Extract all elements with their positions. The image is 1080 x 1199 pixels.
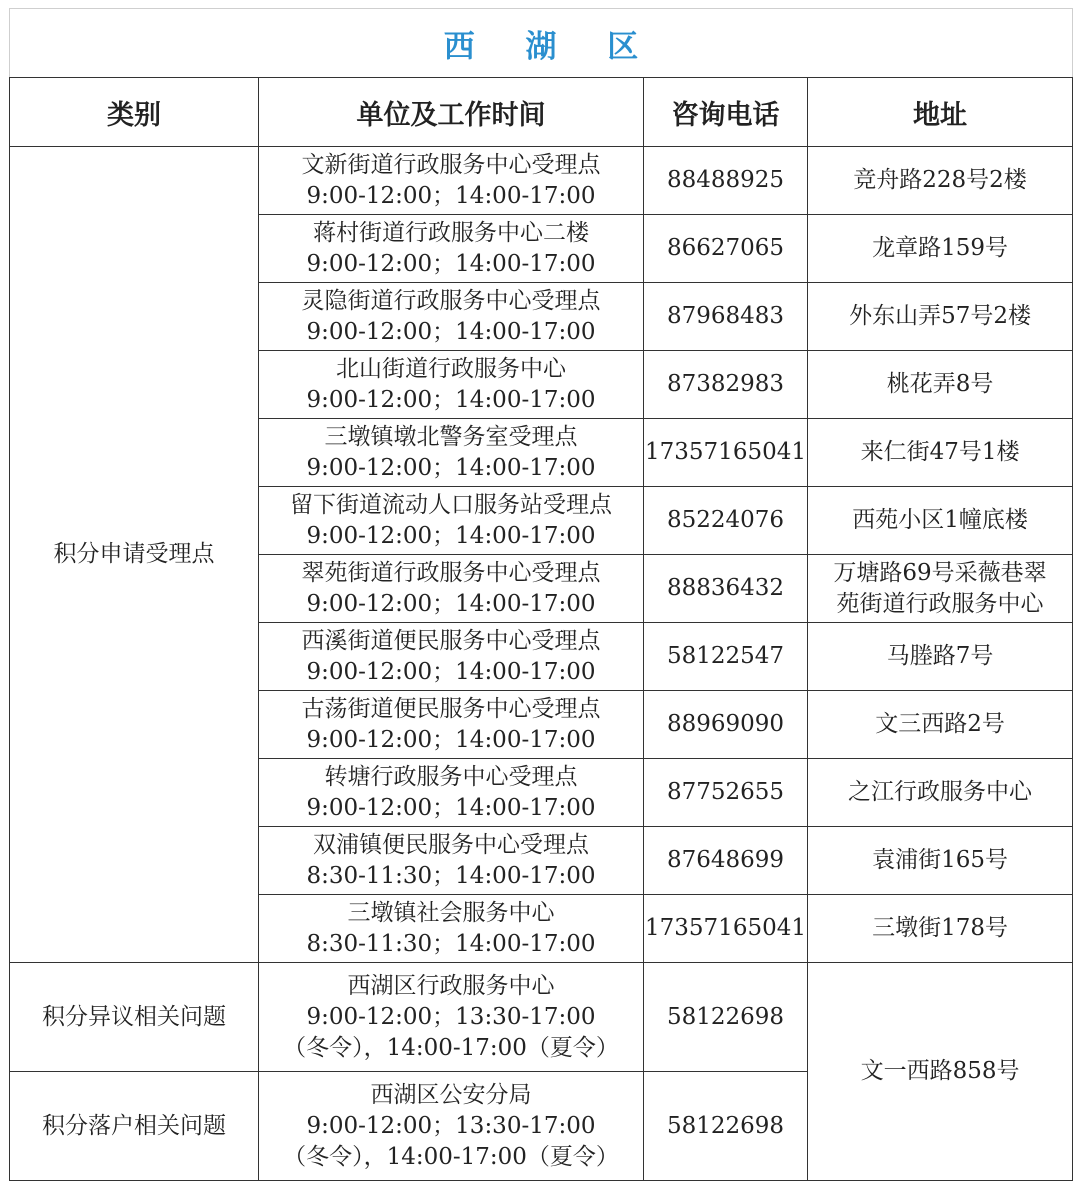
unit-name: 留下街道流动人口服务站受理点 bbox=[290, 491, 612, 518]
address-cell: 之江行政服务中心 bbox=[808, 759, 1073, 827]
working-hours: 9:00-12:00；14:00-17:00 bbox=[306, 794, 596, 821]
unit-name: 古荡街道便民服务中心受理点 bbox=[301, 695, 601, 722]
phone-cell: 87752655 bbox=[644, 759, 808, 827]
unit-hours-cell bbox=[259, 351, 644, 419]
phone-cell: 88488925 bbox=[644, 147, 808, 215]
unit-hours-cell bbox=[259, 283, 644, 351]
category-cell: 积分异议相关问题 bbox=[10, 963, 259, 1072]
working-hours: 9:00-12:00；14:00-17:00 bbox=[306, 250, 596, 277]
address-cell: 外东山弄57号2楼 bbox=[808, 283, 1073, 351]
unit-hours-cell bbox=[259, 487, 644, 555]
unit-hours-cell bbox=[259, 827, 644, 895]
shared-address-cell: 文一西路858号 bbox=[808, 963, 1073, 1181]
table-title-cell bbox=[10, 9, 1073, 78]
unit-name: 转塘行政服务中心受理点 bbox=[324, 763, 578, 790]
working-hours: 9:00-12:00；14:00-17:00 bbox=[306, 318, 596, 345]
unit-hours-cell bbox=[259, 147, 644, 215]
unit-name: 西湖区公安分局 bbox=[370, 1081, 532, 1108]
unit-hours-cell bbox=[259, 691, 644, 759]
service-points-table bbox=[9, 8, 1073, 1181]
unit-name: 三墩镇墩北警务室受理点 bbox=[324, 423, 578, 450]
unit-hours-cell bbox=[259, 215, 644, 283]
unit-hours-cell bbox=[259, 623, 644, 691]
working-hours: 9:00-12:00；14:00-17:00 bbox=[306, 182, 596, 209]
phone-cell: 87968483 bbox=[644, 283, 808, 351]
unit-name: 翠苑街道行政服务中心受理点 bbox=[301, 559, 601, 586]
working-hours: 9:00-12:00；13:30-17:00 bbox=[306, 1003, 596, 1030]
address-cell: 龙章路159号 bbox=[808, 215, 1073, 283]
unit-hours-cell bbox=[259, 895, 644, 963]
category-cell: 积分落户相关问题 bbox=[10, 1072, 259, 1181]
address-cell: 文三西路2号 bbox=[808, 691, 1073, 759]
address-cell: 来仁街47号1楼 bbox=[808, 419, 1073, 487]
phone-cell: 88836432 bbox=[644, 555, 808, 623]
address-cell: 马塍路7号 bbox=[808, 623, 1073, 691]
phone-cell: 88969090 bbox=[644, 691, 808, 759]
unit-name: 灵隐街道行政服务中心受理点 bbox=[301, 287, 601, 314]
header-phone: 咨询电话 bbox=[644, 78, 808, 147]
working-hours: 9:00-12:00；14:00-17:00 bbox=[306, 522, 596, 549]
header-row bbox=[10, 78, 1073, 147]
address-cell: 竞舟路228号2楼 bbox=[808, 147, 1073, 215]
unit-name: 三墩镇社会服务中心 bbox=[347, 899, 555, 926]
working-hours: 9:00-12:00；14:00-17:00 bbox=[306, 726, 596, 753]
unit-name: 文新街道行政服务中心受理点 bbox=[301, 151, 601, 178]
working-hours: （冬令），14:00-17:00（夏令） bbox=[283, 1143, 619, 1170]
phone-cell: 87382983 bbox=[644, 351, 808, 419]
unit-hours-cell bbox=[259, 555, 644, 623]
unit-name: 西溪街道便民服务中心受理点 bbox=[301, 627, 601, 654]
unit-hours-cell bbox=[259, 419, 644, 487]
unit-hours-cell bbox=[259, 963, 644, 1072]
working-hours: 9:00-12:00；14:00-17:00 bbox=[306, 590, 596, 617]
phone-cell: 58122547 bbox=[644, 623, 808, 691]
unit-hours-cell bbox=[259, 759, 644, 827]
district-title: 西 湖 区 bbox=[443, 28, 659, 65]
working-hours: 9:00-12:00；14:00-17:00 bbox=[306, 386, 596, 413]
header-unit-hours: 单位及工作时间 bbox=[259, 78, 644, 147]
unit-name: 蒋村街道行政服务中心二楼 bbox=[313, 219, 589, 246]
unit-name: 西湖区行政服务中心 bbox=[347, 972, 555, 999]
phone-cell: 85224076 bbox=[644, 487, 808, 555]
address-cell: 万塘路69号采薇巷翠苑街道行政服务中心 bbox=[808, 555, 1073, 623]
table-row bbox=[10, 147, 1073, 215]
phone-cell: 17357165041 bbox=[644, 419, 808, 487]
address-cell: 西苑小区1幢底楼 bbox=[808, 487, 1073, 555]
working-hours: 8:30-11:30；14:00-17:00 bbox=[306, 862, 596, 889]
category-cell: 积分申请受理点 bbox=[10, 147, 259, 963]
phone-cell: 86627065 bbox=[644, 215, 808, 283]
working-hours: 9:00-12:00；13:30-17:00 bbox=[306, 1112, 596, 1139]
district-table-container bbox=[9, 8, 1072, 1192]
header-address: 地址 bbox=[808, 78, 1073, 147]
phone-cell: 58122698 bbox=[644, 963, 808, 1072]
phone-cell: 17357165041 bbox=[644, 895, 808, 963]
address-cell: 桃花弄8号 bbox=[808, 351, 1073, 419]
working-hours: 8:30-11:30；14:00-17:00 bbox=[306, 930, 596, 957]
unit-name: 双浦镇便民服务中心受理点 bbox=[313, 831, 589, 858]
address-cell: 袁浦街165号 bbox=[808, 827, 1073, 895]
address-cell: 三墩街178号 bbox=[808, 895, 1073, 963]
working-hours: 9:00-12:00；14:00-17:00 bbox=[306, 454, 596, 481]
table-row bbox=[10, 963, 1073, 1072]
unit-hours-cell bbox=[259, 1072, 644, 1181]
phone-cell: 87648699 bbox=[644, 827, 808, 895]
working-hours: （冬令），14:00-17:00（夏令） bbox=[283, 1034, 619, 1061]
header-category: 类别 bbox=[10, 78, 259, 147]
phone-cell: 58122698 bbox=[644, 1072, 808, 1181]
working-hours: 9:00-12:00；14:00-17:00 bbox=[306, 658, 596, 685]
unit-name: 北山街道行政服务中心 bbox=[336, 355, 566, 382]
